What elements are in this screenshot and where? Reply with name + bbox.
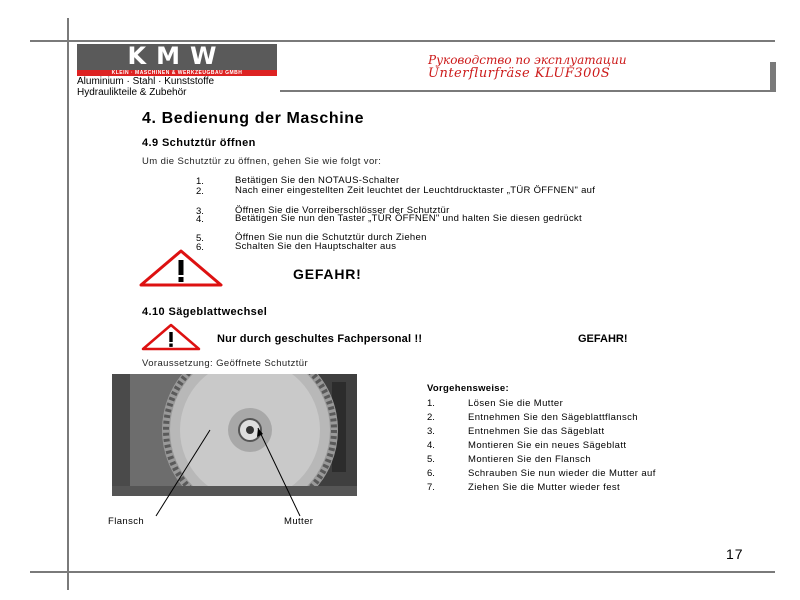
header-manual-title: Руководство по эксплуатации <box>428 53 627 67</box>
caption-mutter: Mutter <box>284 516 314 527</box>
step-number: 4. <box>427 440 435 451</box>
warning-danger-label: GEFAHR! <box>578 333 628 345</box>
logo-tagline-bar: KLEIN · MASCHINEN & WERKZEUGBAU GMBH <box>77 70 277 76</box>
list-item: Nach einer eingestellten Zeit leuchtet der Leuchtdrucktaster „TÜR ÖFFNEN" auf <box>235 185 596 196</box>
step-number: 3. <box>427 426 435 437</box>
step-number: 2. <box>427 412 435 423</box>
subsection-title-4-9: 4.9 Schutztür öffnen <box>142 137 256 149</box>
subsection-title-4-10: 4.10 Sägeblattwechsel <box>142 306 268 318</box>
procedure-title: Vorgehensweise: <box>427 383 509 394</box>
frame-vertical-rule <box>67 18 69 590</box>
list-item: Schalten Sie den Hauptschalter aus <box>235 241 397 252</box>
list-item-number: 4. <box>196 214 204 225</box>
qualified-personnel-warning: Nur durch geschultes Fachpersonal !! <box>217 333 423 345</box>
step-number: 6. <box>427 468 435 479</box>
header-machine-name: Unterflurfräse KLUF300S <box>428 66 611 81</box>
list-item: Betätigen Sie den NOTAUS-Schalter <box>235 175 400 186</box>
caption-pointer-lines <box>110 420 370 525</box>
step-item: Ziehen Sie die Mutter wieder fest <box>468 482 621 493</box>
subsection-intro: Um die Schutztür zu öffnen, gehen Sie wie folgt vor: <box>142 156 382 167</box>
page-title: 4. Bedienung der Maschine <box>142 110 365 127</box>
list-item-number: 2. <box>196 186 204 197</box>
danger-label: GEFAHR! <box>293 266 362 282</box>
list-item-number: 6. <box>196 242 204 253</box>
step-number: 1. <box>427 398 435 409</box>
logo-brand: KMW <box>127 42 227 70</box>
precondition-text: Voraussetzung: Geöffnete Schutztür <box>142 358 309 369</box>
list-item: Öffnen Sie die Vorreiberschlösser der Schutztür <box>235 205 450 216</box>
logo-subline-1: Aluminium · Stahl · Kunststoffe <box>77 76 215 87</box>
header-rule-end <box>770 62 776 92</box>
step-number: 5. <box>427 454 435 465</box>
step-item: Entnehmen Sie das Sägeblatt <box>468 426 605 437</box>
list-item: Betätigen Sie nun den Taster „TÜR ÖFFNEN" und halten Sie diesen gedrückt <box>235 213 582 224</box>
logo-subline-2: Hydraulikteile & Zubehör <box>77 87 187 98</box>
list-item-number: 5. <box>196 233 204 244</box>
step-item: Entnehmen Sie den Sägeblattflansch <box>468 412 638 423</box>
header-rule <box>280 90 770 92</box>
caption-flansch: Flansch <box>108 516 145 527</box>
warning-triangle-icon <box>138 248 224 288</box>
step-item: Schrauben Sie nun wieder die Mutter auf <box>468 468 656 479</box>
page-number: 17 <box>726 546 744 562</box>
step-item: Montieren Sie den Flansch <box>468 454 592 465</box>
list-item-number: 3. <box>196 206 204 217</box>
list-item-number: 1. <box>196 176 204 187</box>
step-item: Montieren Sie ein neues Sägeblatt <box>468 440 627 451</box>
step-item: Lösen Sie die Mutter <box>468 398 564 409</box>
warning-triangle-small-icon <box>140 323 202 351</box>
step-number: 7. <box>427 482 435 493</box>
list-item: Öffnen Sie nun die Schutztür durch Ziehen <box>235 232 427 243</box>
frame-bottom-rule <box>30 571 775 573</box>
